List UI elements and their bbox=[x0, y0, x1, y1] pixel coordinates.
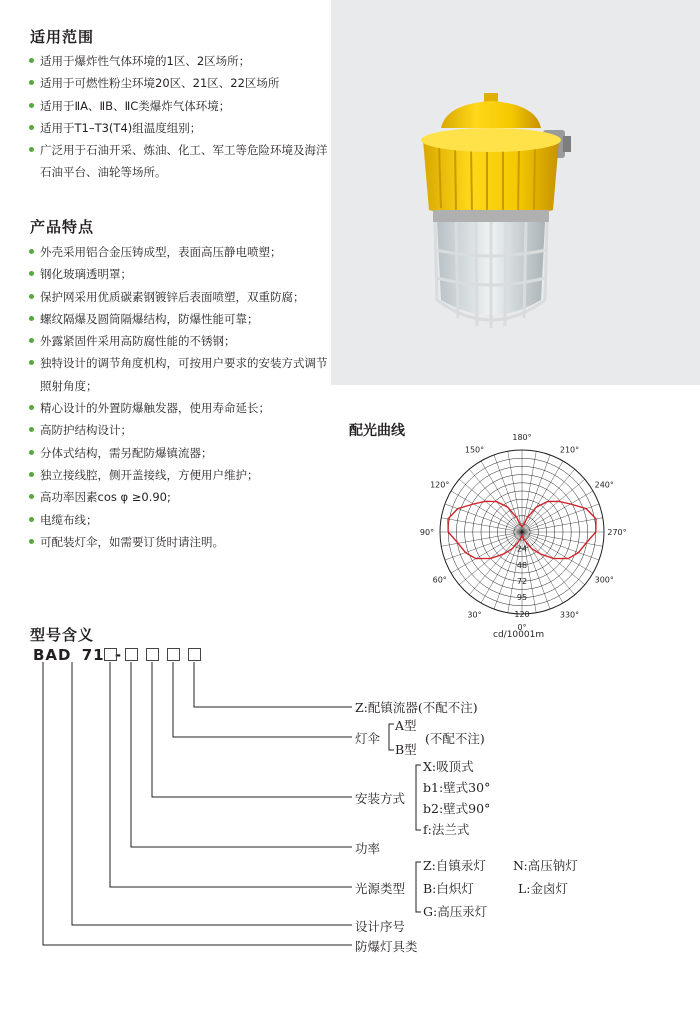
list-item: 螺纹隔爆及圆筒隔爆结构，防爆性能可靠； bbox=[28, 308, 328, 330]
list-item: 适用于可燃性粉尘环境20区、21区、22区场所 bbox=[28, 72, 328, 94]
list-item: 高功率因素cos φ ≥0.90; bbox=[28, 486, 328, 508]
polar-radial-label: 120 bbox=[514, 610, 530, 619]
list-item: 电缆布线； bbox=[28, 509, 328, 531]
legend-shade-note: (不配不注) bbox=[425, 731, 485, 746]
legend-ballast: Z:配镇流器(不配不注) bbox=[355, 700, 478, 715]
list-item: 独立接线腔，侧开盖接线，方便用户维护； bbox=[28, 464, 328, 486]
polar-angle-label: 210° bbox=[559, 445, 580, 455]
legend-install-b2: b2:壁式90° bbox=[423, 801, 491, 816]
list-item: 外壳采用铝合金压铸成型，表面高压静电喷塑； bbox=[28, 241, 328, 263]
legend-install: 安装方式 bbox=[355, 791, 406, 806]
polar-angle-label: 120° bbox=[430, 480, 450, 490]
legend-shade-b: B型 bbox=[395, 742, 417, 757]
polar-title: 配光曲线 bbox=[349, 423, 405, 439]
list-item: 精心设计的外置防爆触发器，使用寿命延长； bbox=[28, 397, 328, 419]
model-title: 型号含义 bbox=[30, 626, 95, 644]
legend-power: 功率 bbox=[355, 841, 381, 856]
list-item: 高防护结构设计； bbox=[28, 419, 328, 441]
polar-radial-label: 95 bbox=[516, 592, 528, 602]
polar-unit: cd/10001m bbox=[493, 630, 545, 640]
legend-source-n: N:高压钠灯 bbox=[513, 858, 578, 873]
polar-radial-label: 48 bbox=[516, 560, 528, 570]
legend-category: 防爆灯具类 bbox=[355, 939, 418, 954]
list-item: 钢化玻璃透明罩； bbox=[28, 263, 328, 285]
list-item: 可配装灯伞，如需要订货时请注明。 bbox=[28, 531, 328, 553]
polar-angle-label: 90° bbox=[420, 528, 435, 537]
scope-title: 适用范围 bbox=[30, 28, 95, 46]
legend-shade: 灯伞 bbox=[355, 731, 381, 746]
polar-angle-label: 150° bbox=[464, 445, 485, 455]
code-dash: - bbox=[114, 646, 123, 664]
list-item: 分体式结构，需另配防爆镇流器； bbox=[28, 442, 328, 464]
list-item: 外露紧固件采用高防腐性能的不锈钢； bbox=[28, 330, 328, 352]
polar-radial-label: 24 bbox=[516, 544, 528, 554]
polar-angle-label: 240° bbox=[594, 480, 614, 490]
code-series: 71 bbox=[81, 646, 105, 664]
legend-source-l: L:金卤灯 bbox=[518, 881, 569, 896]
legend-install-b1: b1:壁式30° bbox=[423, 780, 491, 795]
polar-angle-label: 300° bbox=[594, 575, 614, 585]
legend-source: 光源类型 bbox=[355, 881, 406, 896]
list-item: 保护网采用优质碳素钢镀锌后表面喷塑，双重防腐； bbox=[28, 286, 328, 308]
list-item: 适用于ⅡA、ⅡB、ⅡC类爆炸气体环境； bbox=[28, 95, 328, 117]
legend-design-no: 设计序号 bbox=[355, 919, 406, 934]
features-title: 产品特点 bbox=[30, 218, 95, 236]
legend-install-x: X:吸顶式 bbox=[423, 759, 474, 774]
legend-source-z: Z:自镇汞灯 bbox=[423, 858, 486, 873]
polar-angle-label: 0° bbox=[517, 623, 527, 632]
list-item: 广泛用于石油开采、炼油、化工、军工等危险环境及海洋石油平台、油轮等场所。 bbox=[28, 139, 328, 184]
legend-source-b: B:白炽灯 bbox=[423, 881, 474, 896]
polar-angle-label: 30° bbox=[467, 610, 482, 620]
list-item: 适用于T1–T3(T4)组温度组别； bbox=[28, 117, 328, 139]
polar-angle-label: 180° bbox=[512, 433, 532, 442]
polar-radial-label: 72 bbox=[516, 577, 528, 587]
legend-shade-a: A型 bbox=[395, 718, 417, 733]
polar-angle-label: 60° bbox=[432, 575, 447, 585]
polar-angle-label: 330° bbox=[559, 610, 580, 620]
code-prefix: BAD bbox=[33, 646, 72, 664]
polar-angle-label: 270° bbox=[607, 528, 627, 537]
list-item: 独特设计的调节角度机构，可按用户要求的安装方式调节照射角度； bbox=[28, 352, 328, 397]
legend-install-f: f:法兰式 bbox=[423, 822, 470, 837]
list-item: 适用于爆炸性气体环境的1区、2区场所； bbox=[28, 50, 328, 72]
legend-source-g: G:高压汞灯 bbox=[423, 904, 488, 919]
